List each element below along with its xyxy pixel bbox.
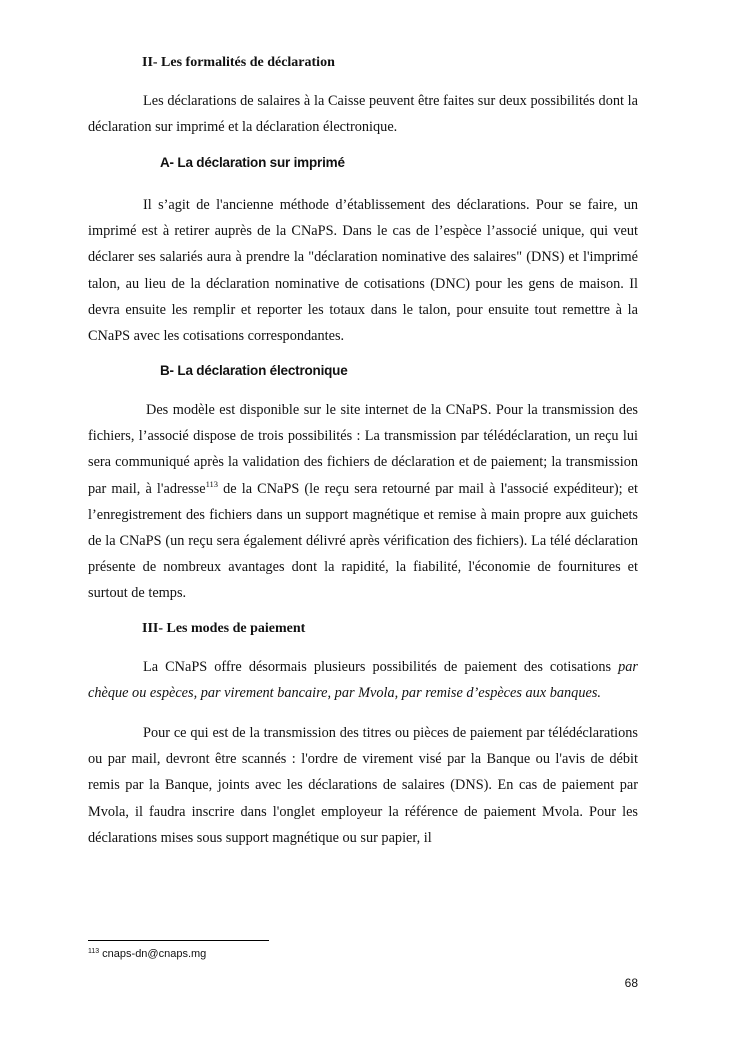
paragraph-text: Pour ce qui est de la transmission des titres ou pièces de paiement par télédéclarations ou par mail, devront être scannés : l'ordre de virement visé par la Banque ou l'avis de débit remis par la Banque, joints avec les déclarations de salaires (DNS). En cas de paiement par Mvola, il faudra inscrire dans l'onglet employeur la référence de paiement Mvola. Pour les déclarations mises sous support magnétique ou sur papier, il	[88, 725, 638, 846]
paragraph-italic-text: par chèque ou espèces, par virement bancaire, par Mvola, par remise d’espèces aux banques.	[88, 659, 638, 702]
paragraph-declarations-intro	[88, 88, 638, 140]
paragraph-modes-paiement	[88, 654, 638, 706]
paragraph-text-part1: Des modèle est disponible sur le site internet de la CNaPS. Pour la transmission des fichiers, l’associé dispose de trois possibilités : La transmission par télédéclaration, un reçu lui sera communiqué après la validation des fichiers de déclaration et de paiement; la transmission par mail, à l'adresse	[88, 402, 638, 497]
paragraph-text: La CNaPS offre désormais plusieurs possibilités de paiement des cotisations	[143, 659, 619, 675]
subsection-heading-imprime: A- La déclaration sur imprimé	[160, 155, 345, 170]
page-number: 68	[624, 976, 638, 990]
paragraph-text: Il s’agit de l'ancienne méthode d’établissement des déclarations. Pour se faire, un imprimé est à retirer auprès de la CNaPS. Dans le cas de l’espèce l’associé unique, qui veut déclarer ses salariés aura à prendre la "déclaration nominative des salaires" (DNS) et l'imprimé talon, au lieu de la déclaration nominative de cotisations (DNC) pour les gens de maison. Il devra ensuite les remplir et reporter les totaux dans le talon, pour ensuite tout remettre à la CNaPS avec les cotisations correspondantes.	[88, 197, 638, 345]
paragraph-text-part2: de la CNaPS (le reçu sera retourné par mail à l'associé expéditeur); et l’enregistrement des fichiers dans un support magnétique et remise à main propre aux guichets de la CNaPS (un reçu sera également délivré après vérification des fichiers). La télé déclaration présente de nombreux avantages dont la rapidité, la fiabilité, l'économie de fournitures et surtout de temps.	[88, 480, 638, 602]
footnote-separator	[88, 940, 269, 941]
section-heading-formalites: II- Les formalités de déclaration	[142, 55, 335, 70]
section-heading-modes-paiement: III- Les modes de paiement	[142, 621, 306, 636]
paragraph-text: Les déclarations de salaires à la Caisse peuvent être faites sur deux possibilités dont la déclaration sur imprimé et la déclaration électronique.	[88, 93, 638, 136]
paragraph-transmission-titres	[88, 720, 638, 851]
paragraph-declaration-imprime	[88, 192, 638, 349]
document-page	[88, 0, 638, 1053]
footnote-number: 113	[88, 948, 100, 955]
footnote-text: cnaps-dn@cnaps.mg	[102, 948, 207, 960]
footnote-reference: 113	[205, 478, 218, 489]
subsection-heading-electronique: B- La déclaration électronique	[160, 363, 348, 378]
footnote	[88, 947, 206, 961]
paragraph-declaration-electronique	[88, 397, 638, 607]
